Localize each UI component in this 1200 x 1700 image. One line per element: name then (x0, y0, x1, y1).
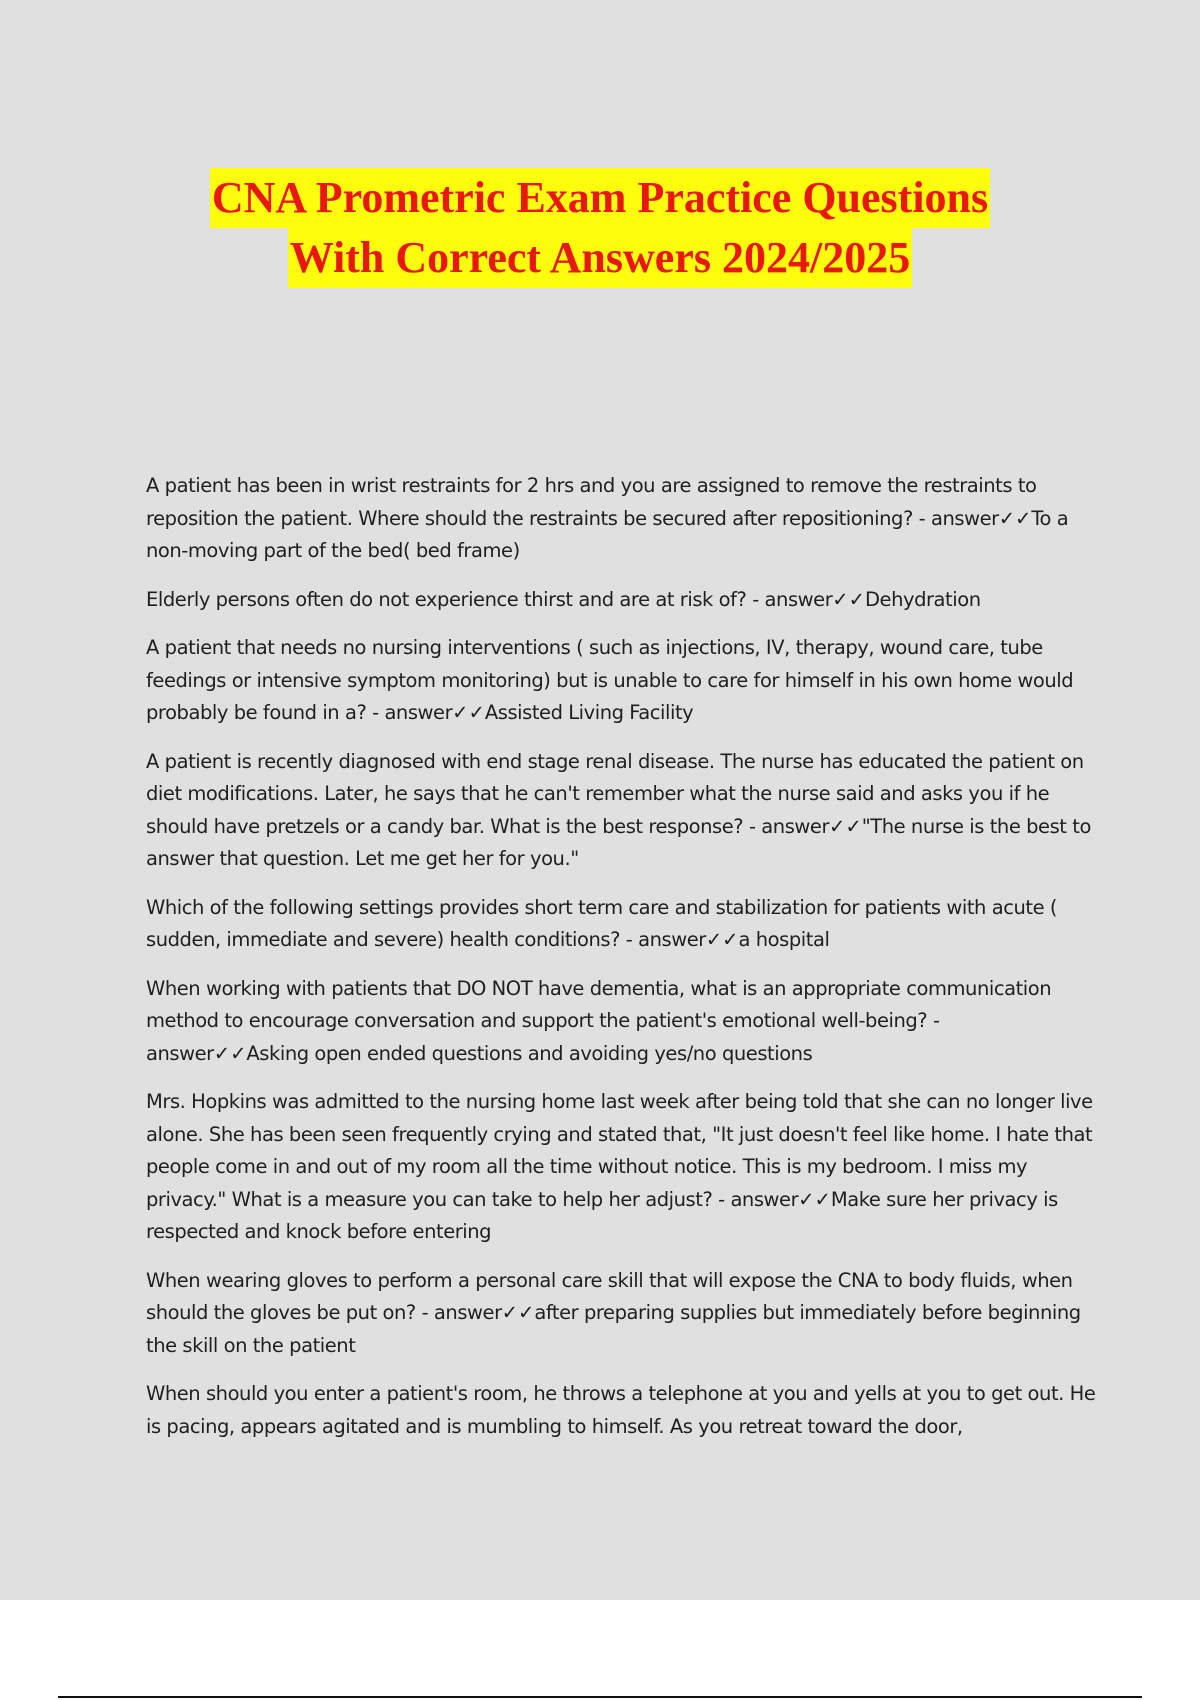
answer-text: after preparing supplies but immediately before beginning the skill on the patient (146, 1301, 1081, 1357)
qa-item-7 (146, 1086, 1098, 1249)
double-check-icon: ✓✓ (998, 506, 1032, 530)
answer-text: To a non-moving part of the bed( bed frame) (146, 506, 1069, 562)
answer-marker: answer (761, 814, 830, 838)
answer-marker: answer (730, 1187, 799, 1211)
answer-text: "The nurse is the best to answer that question. Let me get her for you." (146, 814, 1091, 870)
question-text: A patient is recently diagnosed with end stage renal disease. The nurse has educated the patient on diet modifications. Later, he says that he can't remember what the nurse said and asks you if he should have pretzels or a candy bar. What is the best response? - (146, 749, 1084, 838)
question-text: When working with patients that DO NOT have dementia, what is an appropriate communication method to encourage conversation and support the patient's emotional well-being? - (146, 976, 1052, 1032)
qa-item-4 (146, 746, 1098, 876)
question-text: When wearing gloves to perform a personal care skill that will expose the CNA to body fluids, when should the gloves be put on? - (146, 1268, 1073, 1324)
double-check-icon: ✓✓ (452, 701, 485, 724)
document-title (0, 168, 1200, 288)
question-text: Elderly persons often do not experience thirst and are at risk of? - (146, 587, 759, 611)
qa-item-1 (146, 470, 1098, 568)
title-line-1: CNA Prometric Exam Practice Questions (210, 168, 990, 228)
question-text: A patient that needs no nursing interventions ( such as injections, IV, therapy, wound care, tube feedings or intensive symptom monitoring) but is unable to care for himself in his own home would probably be found in a? - (146, 636, 1074, 724)
footer-divider (58, 1696, 1142, 1698)
answer-marker: answer (638, 928, 706, 951)
answer-text: Assisted Living Facility (484, 701, 694, 724)
double-check-icon: ✓✓ (832, 587, 865, 611)
double-check-icon: ✓✓ (213, 1041, 247, 1065)
question-text: A patient has been in wrist restraints for 2 hrs and you are assigned to remove the restraints to reposition the patient. Where should the restraints be secured after repositioning? - (146, 474, 1037, 530)
double-check-icon: ✓✓ (705, 928, 739, 951)
answer-marker: answer (930, 506, 999, 530)
qa-item-8 (146, 1265, 1098, 1363)
answer-text: Make sure her privacy is respected and knock before entering (146, 1187, 1058, 1243)
answer-text: a hospital (738, 928, 830, 951)
answer-text: Asking open ended questions and avoiding yes/no questions (246, 1041, 813, 1065)
title-line-2: With Correct Answers 2024/2025 (288, 228, 912, 288)
answer-marker: answer (146, 1041, 214, 1065)
answer-text: Dehydration (864, 587, 981, 611)
qa-item-2 (146, 584, 1098, 617)
question-list (146, 470, 1098, 1459)
double-check-icon: ✓✓ (501, 1301, 535, 1324)
qa-item-9 (146, 1378, 1098, 1443)
question-text: Which of the following settings provides short term care and stabilization for patients with acute ( sudden, immediate and severe) health conditions? - (146, 895, 1058, 951)
qa-item-5 (146, 892, 1098, 957)
double-check-icon: ✓✓ (798, 1187, 831, 1211)
question-text: When should you enter a patient's room, he throws a telephone at you and yells at you to get out. He is pacing, appears agitated and is mumbling to himself. As you retreat toward the door, (146, 1382, 1096, 1438)
answer-marker: answer (764, 587, 833, 611)
qa-item-3 (146, 632, 1098, 730)
answer-marker: answer (433, 1301, 502, 1324)
answer-marker: answer (384, 701, 453, 724)
question-text: Mrs. Hopkins was admitted to the nursing home last week after being told that she can no longer live alone. She has been seen frequently crying and stated that, "It just doesn't feel like home. I hate that people come in and out of my room all the time without notice. This is my bedroom. I miss my privacy." What is a measure you can take to help her adjust? - (146, 1090, 1093, 1211)
double-check-icon: ✓✓ (829, 814, 862, 838)
qa-item-6 (146, 973, 1098, 1071)
